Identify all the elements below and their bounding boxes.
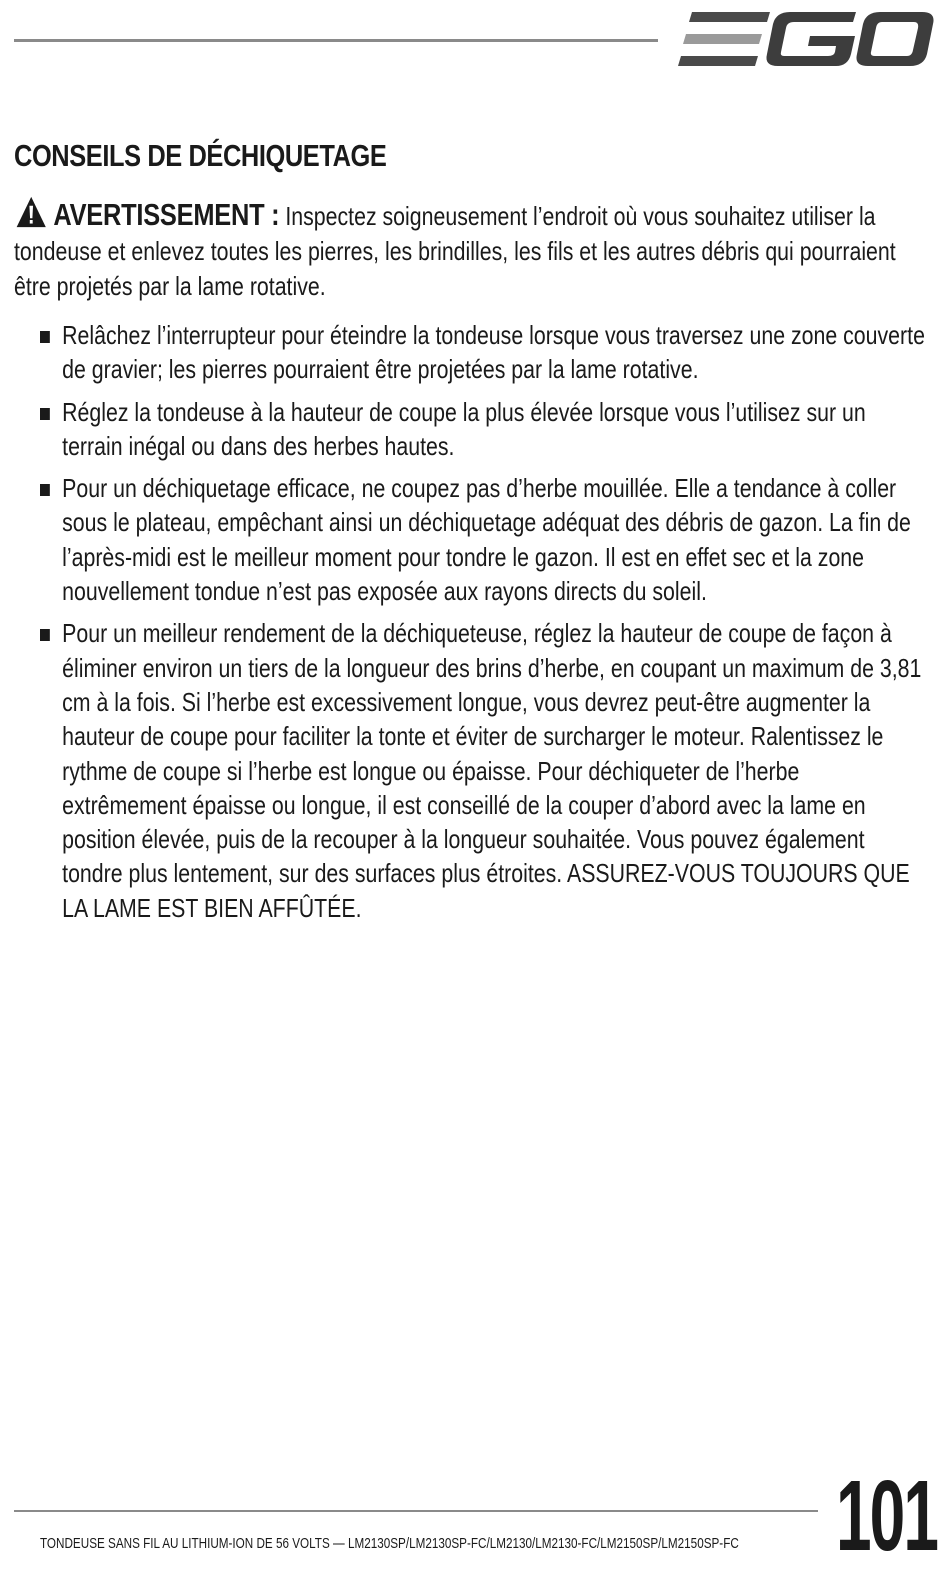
bullet-square-icon: [40, 484, 50, 496]
list-item: [40, 395, 926, 464]
header-divider: [14, 39, 658, 42]
list-item: [40, 616, 926, 925]
list-item-text: Réglez la tondeuse à la hauteur de coupe la plus élevée lorsque vous l’utilisez sur un terrain inégal ou dans des herbes hautes.: [62, 396, 866, 461]
warning-triangle-icon: [14, 196, 48, 228]
list-item-text: Pour un meilleur rendement de la déchiqueteuse, réglez la hauteur de coupe de façon à éliminer environ un tiers de la longueur des brins d’herbe, en coupant un maximum de 3,81 cm à la fois. Si l’herbe est excessivement longue, vous devrez peut-être augmenter la hauteur de coupe pour faciliter la tonte et éviter de surcharger le moteur. Ralentissez le rythme de coupe si l’herbe est longue ou épaisse. Pour déchiqueter de l’herbe extrêmement épaisse ou longue, il est conseillé de la couper d’abord avec la lame en position élevée, puis de la recouper à la longueur souhaitée. Vous pouvez également tondre plus lentement, sur des surfaces plus étroites. ASSUREZ-VOUS TOUJOURS QUE LA LAME EST BIEN AFFÛTÉE.: [62, 618, 922, 923]
footer-text: TONDEUSE SANS FIL AU LITHIUM-ION DE 56 VOLTS — LM2130SP/LM2130SP-FC/LM2130/LM2130-FC/LM2150SP/LM2150SP-FC: [40, 1535, 739, 1552]
list-item: [40, 471, 926, 608]
tips-list: [40, 318, 926, 933]
bullet-square-icon: [40, 408, 50, 420]
bullet-square-icon: [40, 629, 50, 641]
list-item: [40, 318, 926, 387]
bullet-square-icon: [40, 331, 50, 343]
ego-logo: [678, 8, 936, 70]
warning-label: AVERTISSEMENT :: [53, 197, 280, 232]
list-item-text: Relâchez l’interrupteur pour éteindre la tondeuse lorsque vous traversez une zone couverte de gravier; les pierres pourraient être projetées par la lame rotative.: [62, 320, 925, 385]
section-title: CONSEILS DE DÉCHIQUETAGE: [14, 138, 387, 173]
list-item-text: Pour un déchiquetage efficace, ne coupez pas d’herbe mouillée. Elle a tendance à coller sous le plateau, empêchant ainsi un déchiquetage adéquat des débris de gazon. La fin de l’après-midi est le meilleur moment pour tondre le gazon. Il est en effet sec et la zone nouvellement tondue n’est pas exposée aux rayons directs du soleil.: [62, 473, 911, 607]
warning-paragraph: [14, 196, 908, 304]
page-number: 101: [836, 1460, 938, 1572]
warning-text: Inspectez soigneusement l’endroit où vous souhaitez utiliser la tondeuse et enlevez toutes les pierres, les brindilles, les fils et les autres débris qui pourraient être projetés par la lame rotative.: [14, 201, 896, 301]
footer-divider: [14, 1510, 818, 1512]
